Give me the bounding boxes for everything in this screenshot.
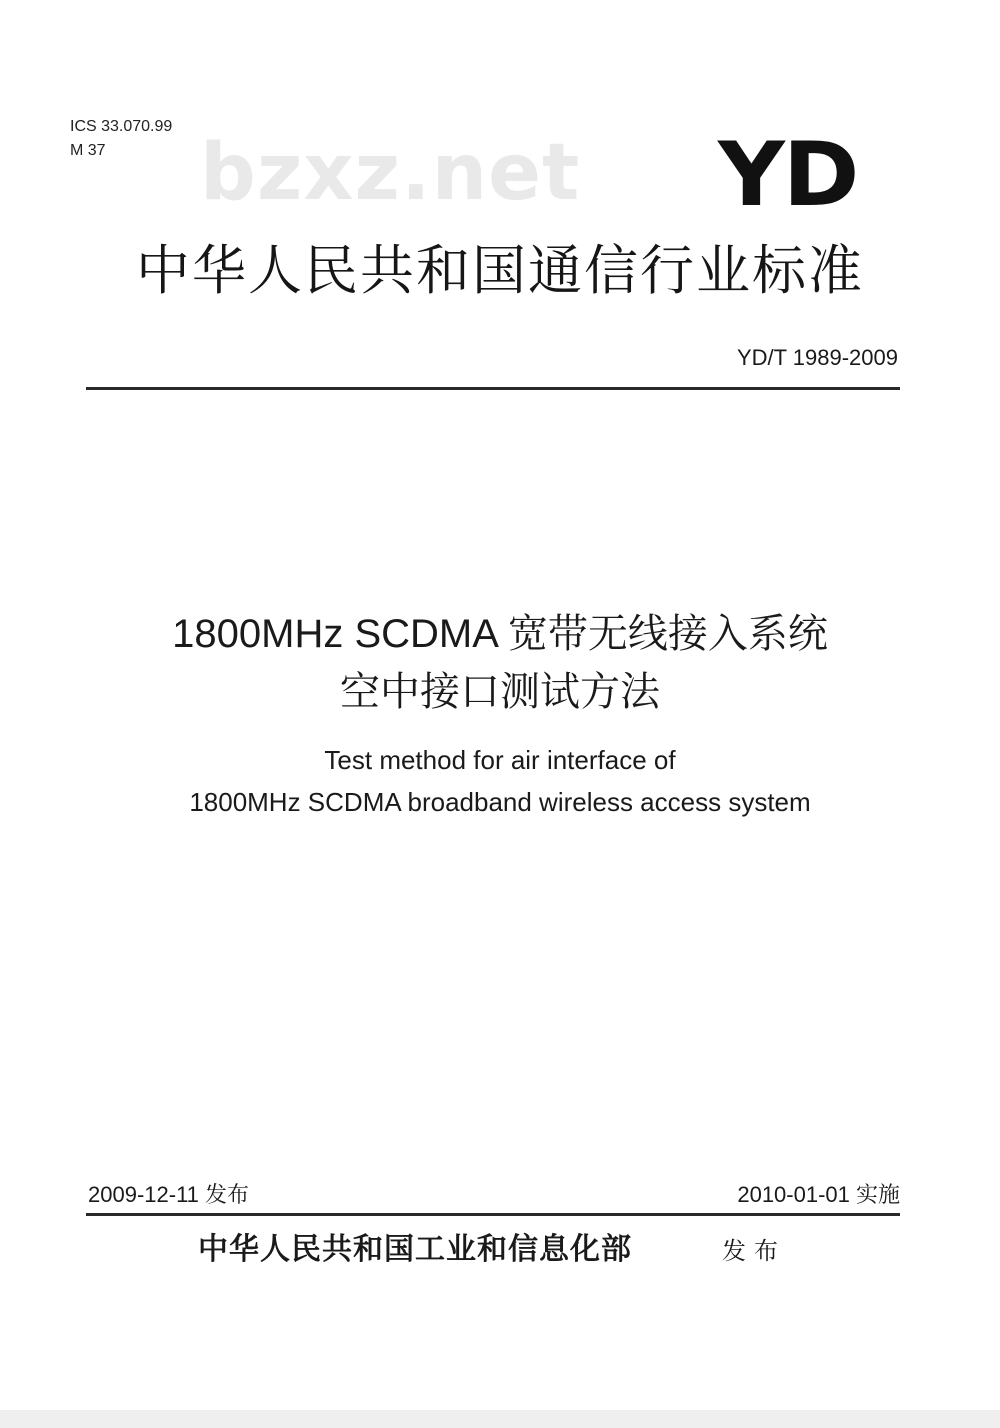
document-title-cn-line2: 空中接口测试方法 bbox=[340, 670, 660, 714]
scan-edge-band bbox=[0, 1410, 1000, 1428]
ics-code: ICS 33.070.99 bbox=[70, 118, 173, 135]
document-title-en-line2: 1800MHz SCDMA broadband wireless access system bbox=[189, 787, 811, 817]
standard-number: YD/T 1989-2009 bbox=[736, 345, 898, 370]
publisher-name: 中华人民共和国工业和信息化部 bbox=[198, 1232, 632, 1267]
document-title-en-line1: Test method for air interface of bbox=[324, 745, 676, 775]
implementation-date: 2010-01-01 实施 bbox=[737, 1182, 900, 1207]
classification-code: M 37 bbox=[70, 142, 106, 159]
bottom-divider bbox=[86, 1213, 900, 1216]
document-title-cn-line1: 1800MHz SCDMA 宽带无线接入系统 bbox=[172, 612, 828, 656]
issue-date: 2009-12-11 发布 bbox=[88, 1182, 250, 1207]
top-divider bbox=[86, 387, 900, 390]
watermark-text: bzxz.net bbox=[200, 128, 581, 218]
yd-logo: YD bbox=[718, 123, 858, 226]
standard-category-title: 中华人民共和国通信行业标准 bbox=[136, 239, 864, 302]
publisher-suffix: 发布 bbox=[722, 1237, 786, 1265]
